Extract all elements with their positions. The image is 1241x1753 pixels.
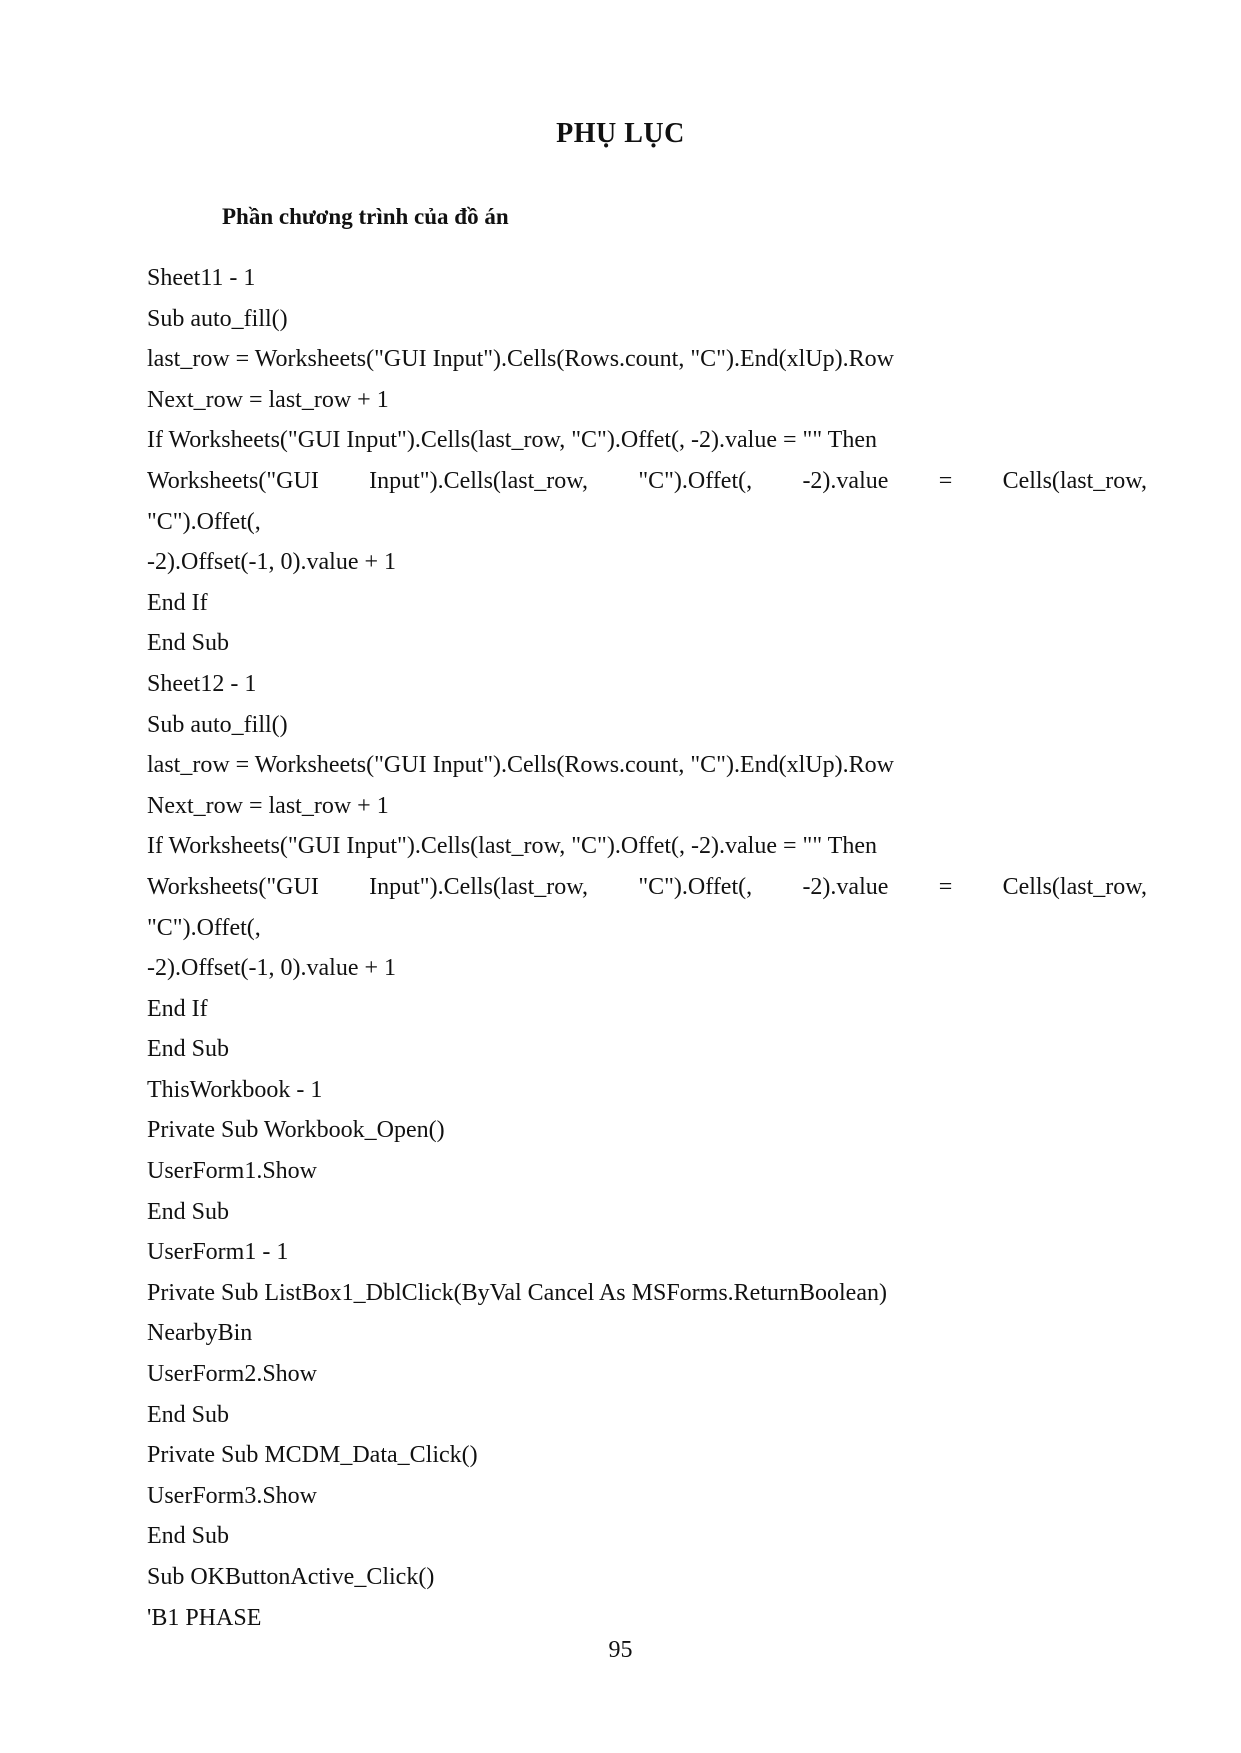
- code-listing: [147, 258, 1147, 1638]
- code-token: Input").Cells(last_row,: [369, 467, 589, 494]
- code-line: last_row = Worksheets("GUI Input").Cells(Rows.count, "C").End(xlUp).Row: [147, 346, 894, 373]
- code-line: Sheet11 - 1: [147, 265, 256, 291]
- page-number: 95: [608, 1637, 633, 1663]
- code-line: Sub OKButtonActive_Click(): [147, 1564, 435, 1590]
- code-line: [147, 461, 1147, 502]
- code-line: If Worksheets("GUI Input").Cells(last_row, "C").Offet(, -2).value = "" Then: [147, 833, 877, 860]
- code-line: End Sub: [147, 1036, 230, 1063]
- code-token: =: [938, 467, 953, 494]
- code-line: "C").Offet(,: [147, 914, 261, 941]
- code-line: UserForm1 - 1: [147, 1239, 289, 1266]
- code-line: End Sub: [147, 630, 230, 657]
- code-line: Sheet12 - 1: [147, 670, 257, 697]
- code-line: NearbyBin: [147, 1320, 253, 1347]
- code-token: Worksheets("GUI: [147, 873, 319, 900]
- code-line: Next_row = last_row + 1: [147, 386, 389, 413]
- code-line: Private Sub Workbook_Open(): [147, 1117, 445, 1144]
- code-line: UserForm2.Show: [147, 1361, 318, 1388]
- code-line: UserForm3.Show: [147, 1482, 318, 1509]
- code-line: Sub auto_fill(): [147, 305, 288, 332]
- code-line: Sub auto_fill(): [147, 711, 288, 738]
- section-heading: Phần chương trình của đồ án: [222, 204, 509, 229]
- code-line: -2).Offset(-1, 0).value + 1: [147, 955, 397, 982]
- code-line: 'B1 PHASE: [147, 1604, 262, 1631]
- code-line: [147, 867, 1147, 908]
- code-token: -2).value: [802, 467, 889, 494]
- code-line: End If: [147, 995, 208, 1022]
- code-line: ThisWorkbook - 1: [147, 1076, 323, 1103]
- code-token: Cells(last_row,: [1002, 873, 1147, 900]
- page-title: PHỤ LỤC: [556, 118, 685, 149]
- code-token: -2).value: [802, 873, 889, 900]
- code-line: End Sub: [147, 1198, 230, 1225]
- code-line: Next_row = last_row + 1: [147, 792, 389, 819]
- code-token: "C").Offet(,: [638, 873, 753, 900]
- code-line: "C").Offet(,: [147, 508, 261, 535]
- code-line: Private Sub ListBox1_DblClick(ByVal Cancel As MSForms.ReturnBoolean): [147, 1279, 887, 1306]
- code-line: If Worksheets("GUI Input").Cells(last_row, "C").Offet(, -2).value = "" Then: [147, 427, 877, 454]
- code-line: -2).Offset(-1, 0).value + 1: [147, 549, 397, 576]
- code-line: Private Sub MCDM_Data_Click(): [147, 1442, 478, 1469]
- code-token: "C").Offet(,: [638, 467, 753, 494]
- code-token: Worksheets("GUI: [147, 467, 319, 494]
- code-token: =: [938, 873, 953, 900]
- code-line: End Sub: [147, 1401, 230, 1428]
- code-line: UserForm1.Show: [147, 1158, 318, 1185]
- code-line: End Sub: [147, 1523, 230, 1550]
- code-line: End If: [147, 589, 208, 616]
- code-line: last_row = Worksheets("GUI Input").Cells(Rows.count, "C").End(xlUp).Row: [147, 752, 894, 779]
- code-token: Cells(last_row,: [1002, 467, 1147, 494]
- code-token: Input").Cells(last_row,: [369, 873, 589, 900]
